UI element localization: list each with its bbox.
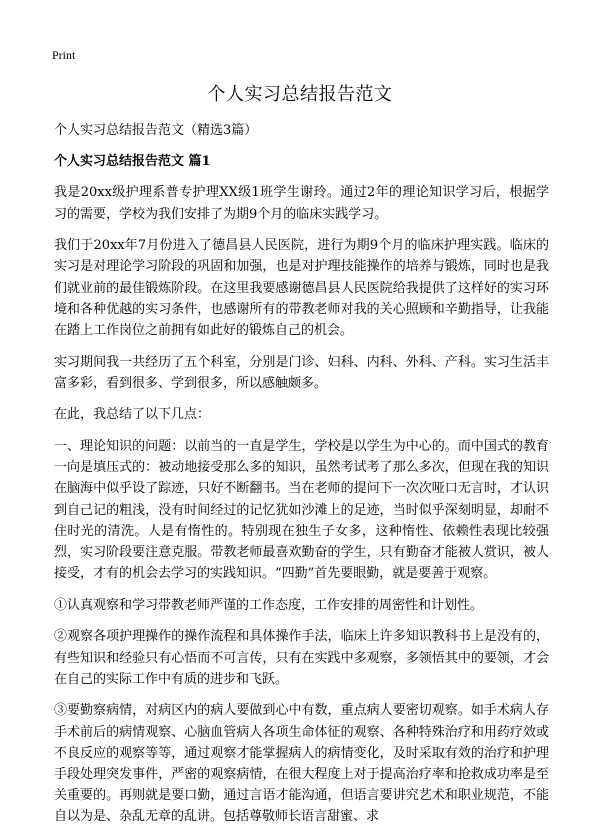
article-subtitle: 个人实习总结报告范文（精选3篇）	[54, 123, 258, 138]
paragraph: 我们于20xx年7月份进入了德昌县人民医院，进行为期9个月的临床护理实践。临床的实习是对理论学习阶段的巩固和加强，也是对护理技能操作的培养与锻炼，同时也是我们就业前的最佳锻炼阶段。在这里我要感谢德昌县人民医院给我提供了这样好的实习环境和各种优越的实习条件，也感谢所有的带教老师对我的关心照顾和辛勤指导，让我能在踏上工作岗位之前拥有如此好的锻炼自己的机会。	[54, 238, 549, 339]
paragraph: 在此，我总结了以下几点：	[54, 407, 211, 423]
paragraph: 实习期间我一共经历了五个科室，分别是门诊、妇科、内科、外科、产科。实习生活丰富多彩，看到很多、学到很多，所以感触颇多。	[54, 354, 549, 391]
paragraph: ③要勤察病情，对病区内的病人要做到心中有数，重点病人要密切观察。如手术病人存手术前后的病情观察、心脑血管病人各项生命体征的观察、各种特殊治疗和用药疗效或不良反应的观察等等，通过观察才能掌握病人的病情变化，及时采取有效的治疗和护理手段处理突发事件，严密的观察病情，在很大程度上对于提高治疗率和抢救成功率是至关重要的。再则就是要口勤，通过言语才能沟通，但语言要讲究艺术和职业规范，不能自以为是、杂乱无章的乱讲。包括尊敬师长语言甜蜜、求	[54, 703, 549, 825]
article-body	[54, 120, 549, 828]
paragraph: ①认真观察和学习带教老师严谨的工作态度，工作安排的周密性和计划性。	[54, 597, 484, 613]
page-title: 个人实习总结报告范文	[207, 84, 393, 105]
paragraph: ②观察各项护理操作的操作流程和具体操作手法，临床上许多知识教科书上是没有的，有些知识和经验只有心悟而不可言传，只有在实践中多观察，多领悟其中的要领，才会在自己的实际工作中有质的进步和飞跃。	[54, 629, 549, 687]
paragraph: 我是20xx级护理系普专护理XX级1班学生谢玲。通过2年的理论知识学习后，根据学习的需要，学校为我们安排了为期9个月的临床实践学习。	[54, 185, 549, 222]
print-link[interactable]: Print	[52, 48, 76, 62]
section-heading: 个人实习总结报告范文 篇1	[54, 154, 211, 170]
paragraph: 一、理论知识的问题：以前当的一直是学生，学校是以学生为中心的。而中国式的教育一向是填压式的：被动地接受那么多的知识，虽然考试考了那么多次，但现在我的知识在脑海中似乎设了踪迹，只好不断翻书。当在老师的提问下一次次哑口无言时，才认识到自己记的粗浅，没有时间经过的记忆犹如沙滩上的足迹，当时似乎深刻明显，却耐不住时光的清洗。人是有惰性的。特别现在独生子女多，这种惰性、依赖性表现比较强烈，实习阶段要注意克服。带教老师最喜欢勤奋的学生，只有勤奋才能被人赏识，被人接受，才有的机会去学习的实践知识。“四勤”首先要眼勤，就是要善于观察。	[54, 439, 549, 582]
